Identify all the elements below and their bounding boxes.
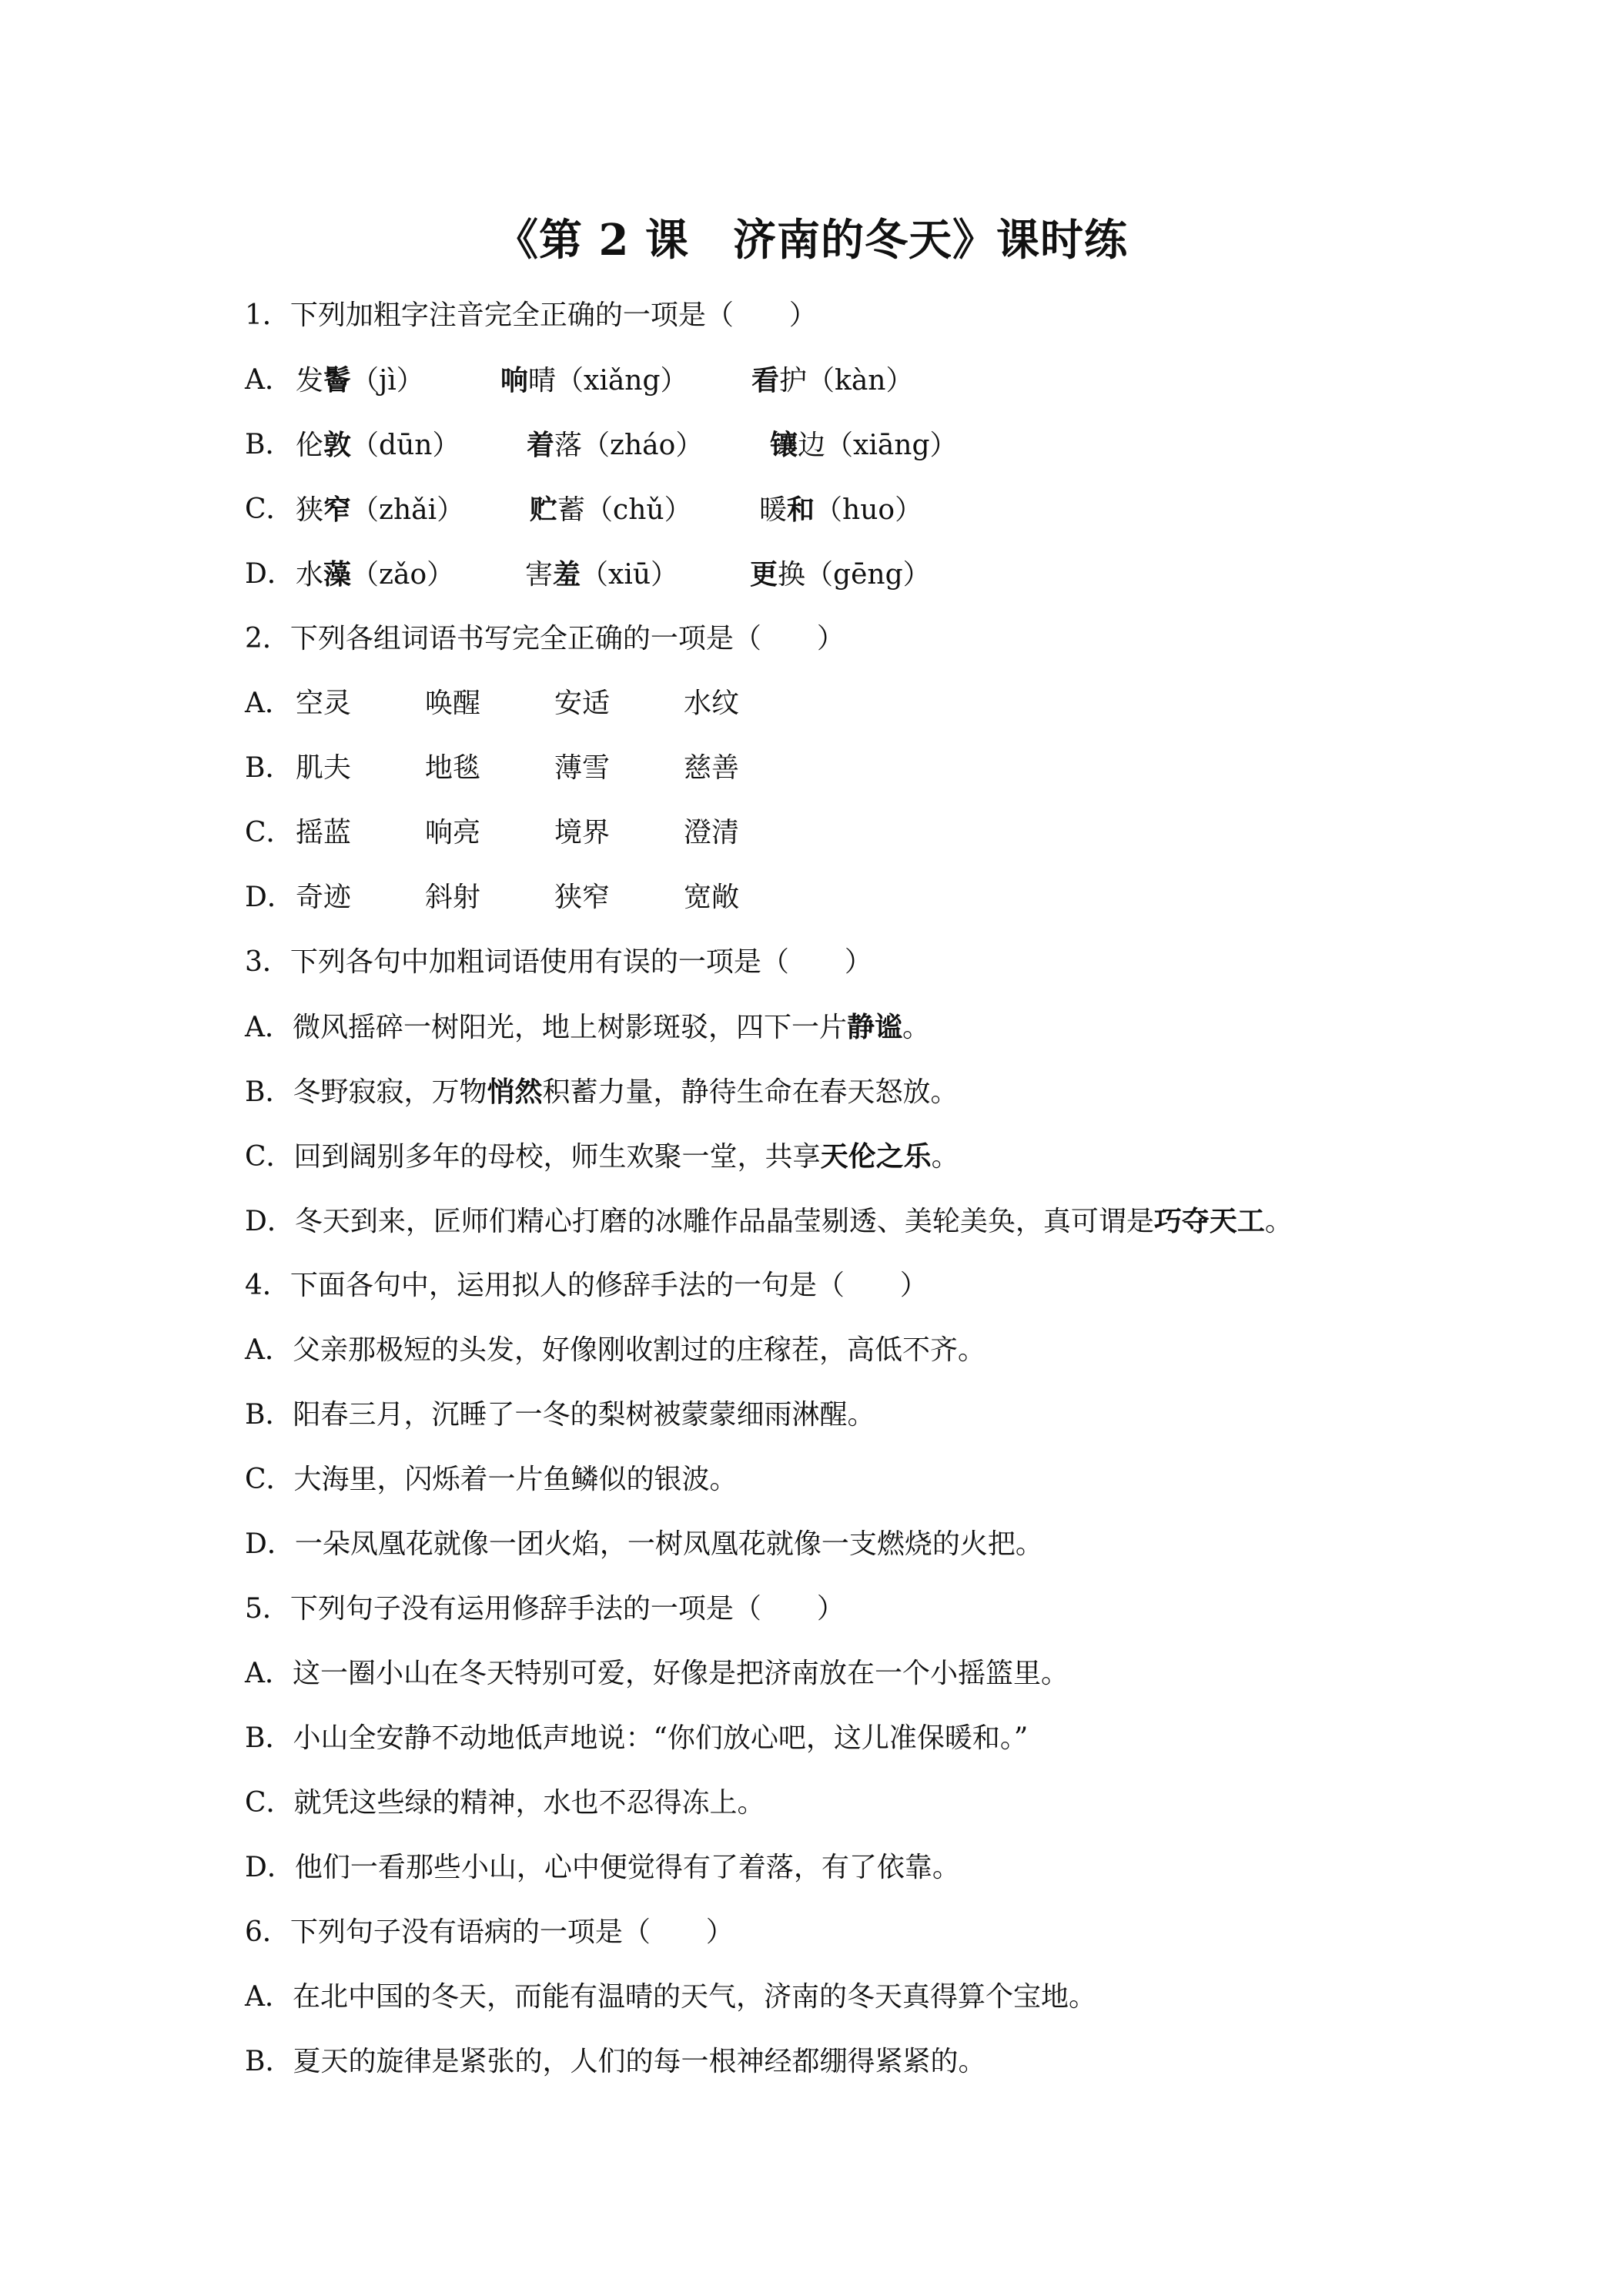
q2-stem: 2．下列各组词语书写完全正确的一项是（ ）	[245, 623, 845, 654]
q1-a-item-1: 发鬠（jì）	[296, 364, 424, 397]
q6-option-a: A．在北中国的冬天，而能有温晴的天气，济南的冬天真得算个宝地。	[245, 1981, 1096, 2013]
q1-b-item-1: 伦敦（dūn）	[296, 429, 460, 461]
q5-option-a: A．这一圈小山在冬天特别可爱，好像是把济南放在一个小摇篮里。	[245, 1658, 1069, 1689]
q1-a-item-3: 看护（kàn）	[751, 364, 914, 397]
option-label: A．	[245, 364, 293, 396]
q1-d-item-3: 更换（gēng）	[750, 558, 931, 591]
q5-option-b: B．小山全安静不动地低声地说：“你们放心吧，这儿准保暖和。”	[245, 1722, 1029, 1754]
page-title: 《第 2 课 济南的冬天》课时练	[495, 215, 1128, 266]
q1-b-item-3: 镶边（xiāng）	[770, 429, 958, 461]
q4-stem: 4．下面各句中，运用拟人的修辞手法的一句是（ ）	[245, 1270, 928, 1301]
q1-c-item-1: 狭窄（zhǎi）	[296, 494, 465, 526]
q5-option-d: D．他们一看那些小山，心中便觉得有了着落，有了依靠。	[245, 1852, 960, 1883]
bold-term: 静谧	[847, 1011, 903, 1043]
word: 境界	[554, 817, 611, 848]
q1-b-item-2: 着落（zháo）	[527, 429, 704, 461]
word: 水纹	[684, 688, 740, 719]
word: 宽敞	[684, 882, 740, 913]
option-label: D．	[245, 558, 295, 590]
word: 斜射	[425, 882, 481, 913]
option-label: D．	[245, 882, 295, 913]
q1-d-item-1: 水藻（zǎo）	[296, 558, 455, 591]
option-label: C．	[245, 817, 294, 848]
bold-term: 天伦之乐	[820, 1140, 932, 1173]
option-label: B．	[245, 752, 293, 784]
q3-option-d: D．冬天到来，匠师们精心打磨的冰雕作品晶莹剔透、美轮美奂，真可谓是巧夺天工。	[245, 1205, 1293, 1237]
word: 空灵	[296, 688, 352, 719]
word: 澄清	[684, 817, 740, 848]
word: 地毯	[425, 752, 481, 784]
q1-stem: 1．下列加粗字注音完全正确的一项是（ ）	[245, 300, 817, 331]
word: 唤醒	[425, 688, 481, 719]
q3-option-b: B．冬野寂寂，万物悄然积蓄力量，静待生命在春天怒放。	[245, 1076, 959, 1108]
bold-term: 巧夺天工	[1153, 1205, 1265, 1237]
word: 奇迹	[296, 882, 352, 913]
q1-c-item-2: 贮蓄（chǔ）	[530, 494, 692, 526]
q3-stem: 3．下列各句中加粗词语使用有误的一项是（ ）	[245, 946, 872, 978]
option-label: A．	[245, 688, 293, 719]
q4-option-a: A．父亲那极短的头发，好像刚收割过的庄稼茬，高低不齐。	[245, 1334, 986, 1366]
q5-option-c: C．就凭这些绿的精神，水也不忍得冻上。	[245, 1787, 765, 1819]
word: 慈善	[684, 752, 740, 784]
q1-a-item-2: 响晴（xiǎng）	[500, 364, 688, 397]
q3-option-a: A．微风摇碎一树阳光，地上树影斑驳，四下一片静谧。	[245, 1011, 931, 1043]
word: 薄雪	[554, 752, 611, 784]
q4-option-c: C．大海里，闪烁着一片鱼鳞似的银波。	[245, 1464, 738, 1495]
option-label: C．	[245, 494, 294, 525]
word: 摇蓝	[296, 817, 352, 848]
option-label: B．	[245, 429, 293, 460]
q3-option-c: C．回到阔别多年的母校，师生欢聚一堂，共享天伦之乐。	[245, 1140, 959, 1173]
word: 安适	[554, 688, 611, 719]
q4-option-b: B．阳春三月，沉睡了一冬的梨树被蒙蒙细雨淋醒。	[245, 1399, 875, 1431]
bold-term: 悄然	[487, 1076, 543, 1108]
word: 肌夫	[296, 752, 352, 784]
q1-d-item-2: 害羞（xiū）	[525, 558, 679, 591]
q6-stem: 6．下列句子没有语病的一项是（ ）	[245, 1916, 734, 1948]
word: 狭窄	[554, 882, 611, 913]
q6-option-b: B．夏天的旋律是紧张的，人们的每一根神经都绷得紧紧的。	[245, 2046, 986, 2077]
q1-c-item-3: 暖和（huo）	[759, 494, 923, 526]
q5-stem: 5．下列句子没有运用修辞手法的一项是（ ）	[245, 1593, 845, 1625]
word: 响亮	[425, 817, 481, 848]
q4-option-d: D．一朵凤凰花就像一团火焰，一树凤凰花就像一支燃烧的火把。	[245, 1528, 1043, 1560]
